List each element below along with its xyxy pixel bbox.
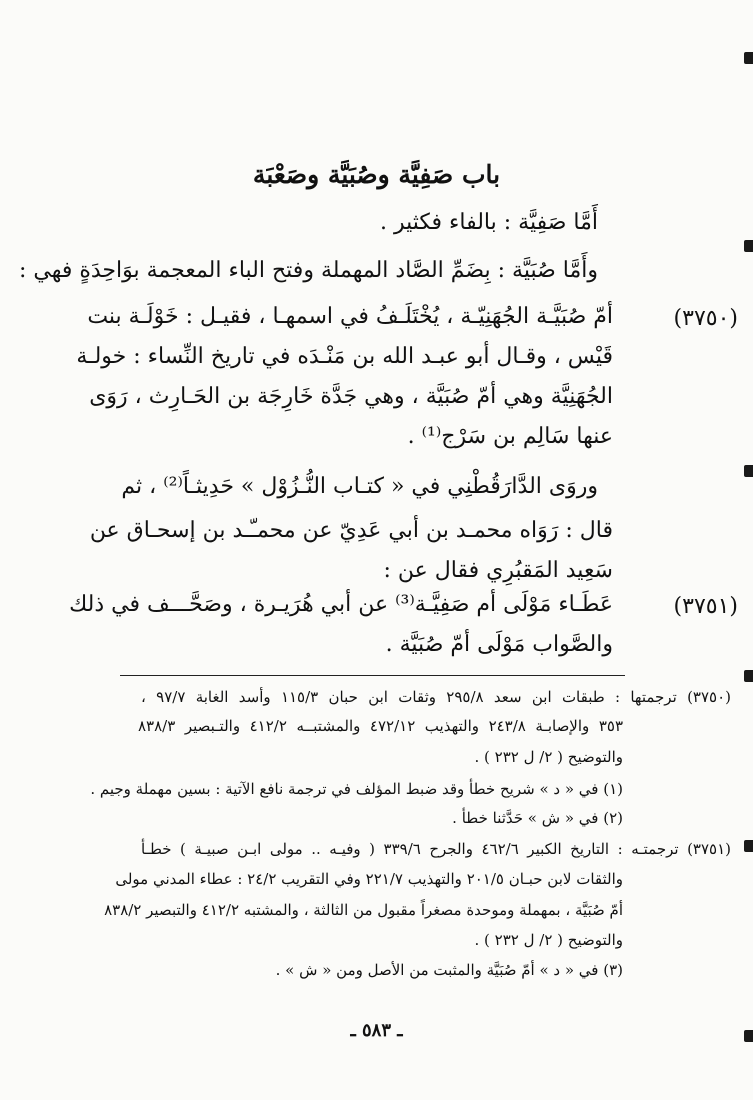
footnote-line: (٣٧٥١) ترجمتـه : التاريخ الكبير ٤٦٢/٦ والجرح ٣٣٩/٦ ( وفيـه .. مولى ابـن صبيـة ) خطـأ — [141, 840, 732, 858]
body-line: والصَّواب مَوْلَى أمّ صُبَيَّة . — [385, 632, 613, 657]
footnote-line: والثقات لابن حبـان ٢٠١/٥ والتهذيب ٢٢١/٧ وفي التقريب ٢٤/٢ : عطاء المدني مولى — [115, 870, 623, 888]
body-line: أمّ صُبَيَّـة الجُهَنِيّـة ، يُخْتَلَـفُ في اسمهـا ، فقيـل : خَوْلَـة بنت — [87, 304, 613, 329]
page-edge-mark — [744, 240, 753, 252]
footnote-line: أمّ صُبَيَّة ، بمهملة وموحدة مصغراً مقبول من الثالثة ، والمشتبه ٤١٢/٢ والتبصير ٨٣٨/٢ — [104, 901, 623, 919]
page-edge-mark — [744, 840, 753, 852]
footnote-line: (٢) في « ش » حَدَّثنا خطأ . — [452, 809, 623, 827]
footnote-line: والتوضيح ( ٢/ ل ٢٣٢ ) . — [474, 931, 623, 949]
entry-number: (٣٧٥١) — [673, 594, 738, 619]
body-line: وأَمَّا صُبَيَّة : بِضَمِّ الصَّاد المهملة وفتح الباء المعجمة بوَاحِدَةٍ فهي : — [18, 258, 598, 283]
entry-number: (٣٧٥٠) — [673, 306, 738, 331]
footnote-separator — [120, 675, 625, 676]
body-line: أَمَّا صَفِيَّة : بالفاء فكثير . — [379, 210, 598, 235]
body-line: عَطَـاء مَوْلَى أم صَفِيَّـة⁽³⁾ عن أبي هُرَيـرة ، وصَحَّـــف في ذلك — [69, 592, 613, 617]
footnote-line: (٣) في « د » أمّ صُبَيَّة والمثبت من الأصل ومن « ش » . — [275, 961, 623, 979]
chapter-heading: باب صَفِيَّة وصُبَيَّة وصَعْبَة — [252, 160, 501, 189]
footnote-line: ٣٥٣ والإصابـة ٢٤٣/٨ والتهذيب ٤٧٢/١٢ والمشتبــه ٤١٢/٢ والتـبصير ٨٣٨/٣ — [138, 717, 623, 735]
body-line: سَعِيد المَقبُرِي فقال عن : — [383, 558, 613, 583]
body-line: قال : رَوَاه محمـد بن أبي عَدِيّ عن محمـّـد بن إسحـاق عن — [89, 518, 613, 543]
page-number: ـ ٥٨٣ ـ — [350, 1020, 403, 1041]
body-line: قَيْس ، وقـال أبو عبـد الله بن مَنْـدَه في تاريخ النِّساء : خولـة — [76, 344, 613, 369]
footnote-line: (١) في « د » شريح خطأ وقد ضبط المؤلف في ترجمة نافع الآتية : بسين مهملة وجيم . — [90, 780, 623, 798]
page-edge-mark — [744, 52, 753, 64]
page-edge-mark — [744, 670, 753, 682]
page-edge-mark — [744, 465, 753, 477]
body-line: عنها سَالِم بن سَرْج⁽¹⁾ . — [407, 424, 613, 449]
body-line: الجُهَنِيَّة وهي أمّ صُبَيَّة ، وهي جَدَّة خَارِجَة بن الحَـارِث ، رَوَى — [89, 384, 613, 409]
footnote-line: والتوضيح ( ٢/ ل ٢٣٢ ) . — [474, 748, 623, 766]
body-line: وروَى الدَّارَقُطْنِي في « كتـاب النُّـزُوْل » حَدِيثـاً⁽²⁾ ، ثم — [121, 474, 598, 499]
footnote-line: (٣٧٥٠) ترجمتها : طبقات ابن سعد ٢٩٥/٨ وثقات ابن حبان ١١٥/٣ وأسد الغابة ٩٧/٧ ، — [141, 688, 732, 706]
